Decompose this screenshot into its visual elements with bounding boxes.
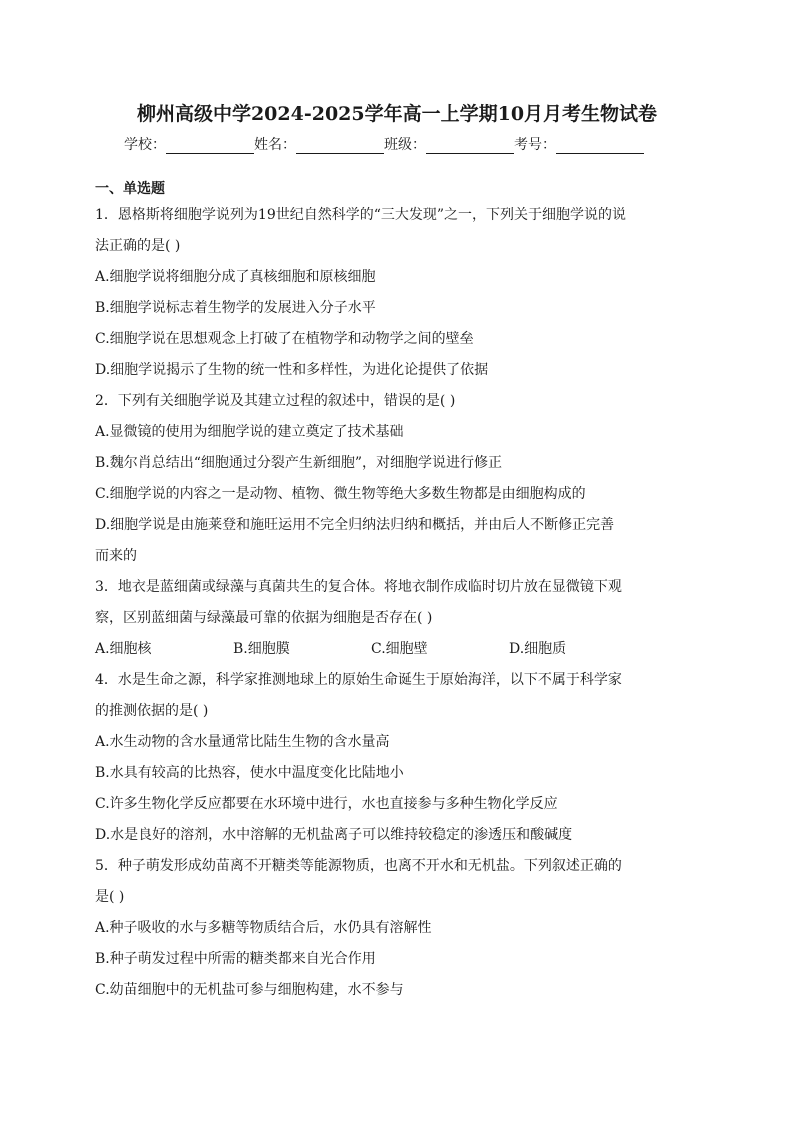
option-a[interactable]: A.细胞学说将细胞分成了真核细胞和原核细胞 xyxy=(95,269,376,285)
option-c[interactable]: C.幼苗细胞中的无机盐可参与细胞构建，水不参与 xyxy=(95,982,404,998)
option-d-continued: 而来的 xyxy=(95,548,137,564)
exam-number-label: 考号： xyxy=(514,137,556,153)
option-b[interactable]: B.细胞膜 xyxy=(233,641,290,657)
class-blank[interactable] xyxy=(426,135,514,154)
option-c[interactable]: C.细胞学说的内容之一是动物、植物、微生物等绝大多数生物都是由细胞构成的 xyxy=(95,486,586,502)
section-heading: 一、单选题 xyxy=(95,181,165,197)
question-1 xyxy=(95,200,705,386)
name-label: 姓名： xyxy=(254,137,296,153)
question-stem-line: 1．恩格斯将细胞学说列为19世纪自然科学的“三大发现”之一，下列关于细胞学说的说 xyxy=(95,207,627,223)
school-label: 学校： xyxy=(124,137,166,153)
question-stem-line: 4．水是生命之源，科学家推测地球上的原始生命诞生于原始海洋，以下不属于科学家 xyxy=(95,672,622,688)
question-3 xyxy=(95,572,705,665)
name-field xyxy=(254,132,384,158)
school-field xyxy=(124,132,254,158)
student-info-line xyxy=(124,132,684,158)
question-stem-line: 察，区别蓝细菌与绿藻最可靠的依据为细胞是否存在( ) xyxy=(95,610,433,626)
question-5 xyxy=(95,851,705,1006)
option-b[interactable]: B.水具有较高的比热容，使水中温度变化比陆地小 xyxy=(95,765,404,781)
option-a[interactable]: A.水生动物的含水量通常比陆生生物的含水量高 xyxy=(95,734,390,750)
question-stem-line: 的推测依据的是( ) xyxy=(95,703,209,719)
question-4 xyxy=(95,665,705,851)
class-field xyxy=(384,132,514,158)
inline-options xyxy=(95,634,705,665)
class-label: 班级： xyxy=(384,137,426,153)
option-c[interactable]: C.细胞壁 xyxy=(371,641,428,657)
option-d[interactable]: D.细胞学说揭示了生物的统一性和多样性，为进化论提供了依据 xyxy=(95,362,489,378)
option-d[interactable]: D.水是良好的溶剂，水中溶解的无机盐离子可以维持较稳定的渗透压和酸碱度 xyxy=(95,827,573,843)
option-a[interactable]: A.种子吸收的水与多糖等物质结合后，水仍具有溶解性 xyxy=(95,920,432,936)
question-stem-line: 3．地衣是蓝细菌或绿藻与真菌共生的复合体。将地衣制作成临时切片放在显微镜下观 xyxy=(95,579,622,595)
option-d[interactable]: D.细胞质 xyxy=(509,641,567,657)
option-a[interactable]: A.细胞核 xyxy=(95,641,152,657)
option-b[interactable]: B.种子萌发过程中所需的糖类都来自光合作用 xyxy=(95,951,376,967)
option-b[interactable]: B.细胞学说标志着生物学的发展进入分子水平 xyxy=(95,300,376,316)
option-a[interactable]: A.显微镜的使用为细胞学说的建立奠定了技术基础 xyxy=(95,424,404,440)
name-blank[interactable] xyxy=(296,135,384,154)
option-b[interactable]: B.魏尔肖总结出“细胞通过分裂产生新细胞”，对细胞学说进行修正 xyxy=(95,455,503,471)
question-stem-line: 5．种子萌发形成幼苗离不开糖类等能源物质，也离不开水和无机盐。下列叙述正确的 xyxy=(95,858,622,874)
exam-title: 柳州高级中学2024-2025学年高一上学期10月月考生物试卷 xyxy=(136,103,658,125)
option-c[interactable]: C.许多生物化学反应都要在水环境中进行，水也直接参与多种生物化学反应 xyxy=(95,796,558,812)
option-d[interactable]: D.细胞学说是由施莱登和施旺运用不完全归纳法归纳和概括，并由后人不断修正完善 xyxy=(95,517,615,533)
question-stem-line: 2．下列有关细胞学说及其建立过程的叙述中，错误的是( ) xyxy=(95,393,456,409)
school-blank[interactable] xyxy=(166,135,254,154)
question-stem-line: 是( ) xyxy=(95,889,125,905)
exam-content xyxy=(95,178,705,1006)
question-2 xyxy=(95,386,705,572)
exam-number-field xyxy=(514,132,644,158)
option-c[interactable]: C.细胞学说在思想观念上打破了在植物学和动物学之间的壁垒 xyxy=(95,331,474,347)
question-stem-line: 法正确的是( ) xyxy=(95,238,181,254)
exam-number-blank[interactable] xyxy=(556,135,644,154)
